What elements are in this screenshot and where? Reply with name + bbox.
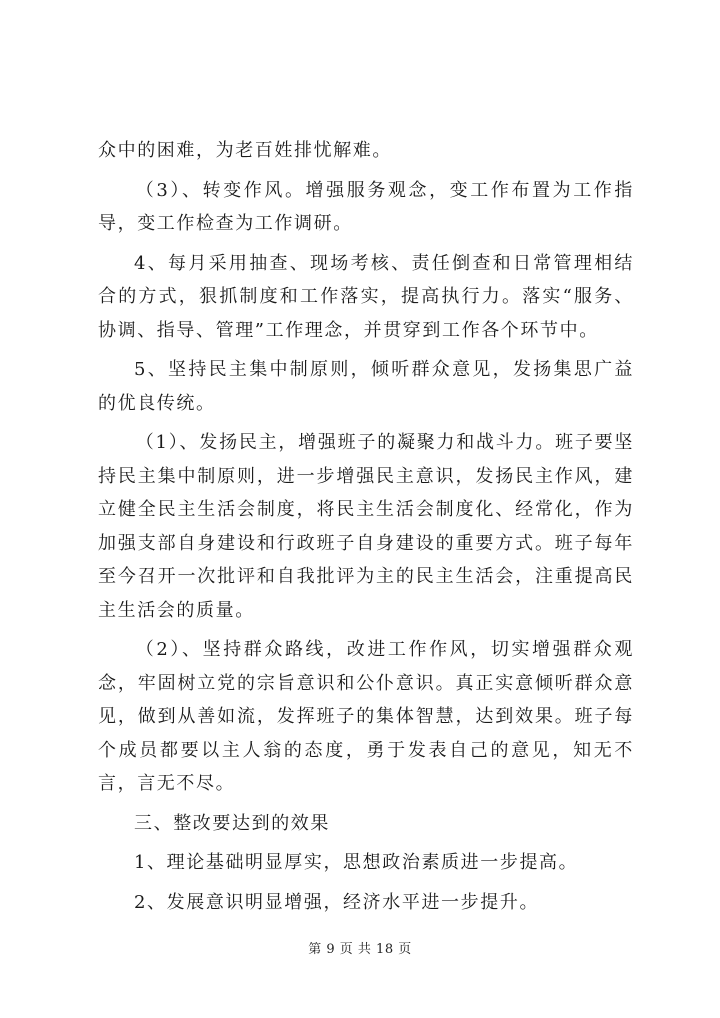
page-number-footer: 第 9 页 共 18 页 — [308, 942, 412, 957]
paragraph-item-5-democratic-centralism: 5、坚持民主集中制原则，倾听群众意见，发扬集思广益的优良传统。 — [98, 359, 634, 414]
paragraph-item-1-promote-democracy: （1）、发扬民主，增强班子的凝聚力和战斗力。班子要坚持民主集中制原则，进一步增强民主意识，发扬民主作风，建立健全民主生活会制度，将民主生活会制度化、经常化，作为加强支部自身建设和行政班子自身建设的重要方式。班子每年至今召开一次批评和自我批评为主的民主生活会，注重提高民主生活会的质量。 — [98, 432, 634, 621]
document-body — [98, 134, 634, 925]
section-heading-rectification-effects: 三、整改要达到的效果 — [134, 812, 330, 834]
paragraph-effect-2-development: 2、发展意识明显增强，经济水平进一步提升。 — [134, 891, 540, 913]
paragraph-effect-1-theory: 1、理论基础明显厚实，思想政治素质进一步提高。 — [134, 852, 579, 873]
paragraph-item-3-change-style: （3）、转变作风。增强服务观念，变工作布置为工作指导，变工作检查为工作调研。 — [98, 179, 634, 234]
paragraph-continuation: 众中的困难，为老百姓排忧解难。 — [98, 140, 392, 161]
paragraph-item-2-mass-line: （2）、坚持群众路线，改进工作作风，切实增强群众观念，牢固树立党的宗旨意识和公仆意识。真正实意倾听群众意见，做到从善如流，发挥班子的集体智慧，达到效果。班子每个成员都要以主人翁的态度，勇于发表自己的意见，知无不言，言无不尽。 — [98, 639, 634, 794]
paragraph-item-4-monthly-check: 4、每月采用抽查、现场考核、责任倒查和日常管理相结合的方式，狠抓制度和工作落实，提高执行力。落实“服务、协调、指导、管理”工作理念，并贯穿到工作各个环节中。 — [98, 252, 634, 341]
